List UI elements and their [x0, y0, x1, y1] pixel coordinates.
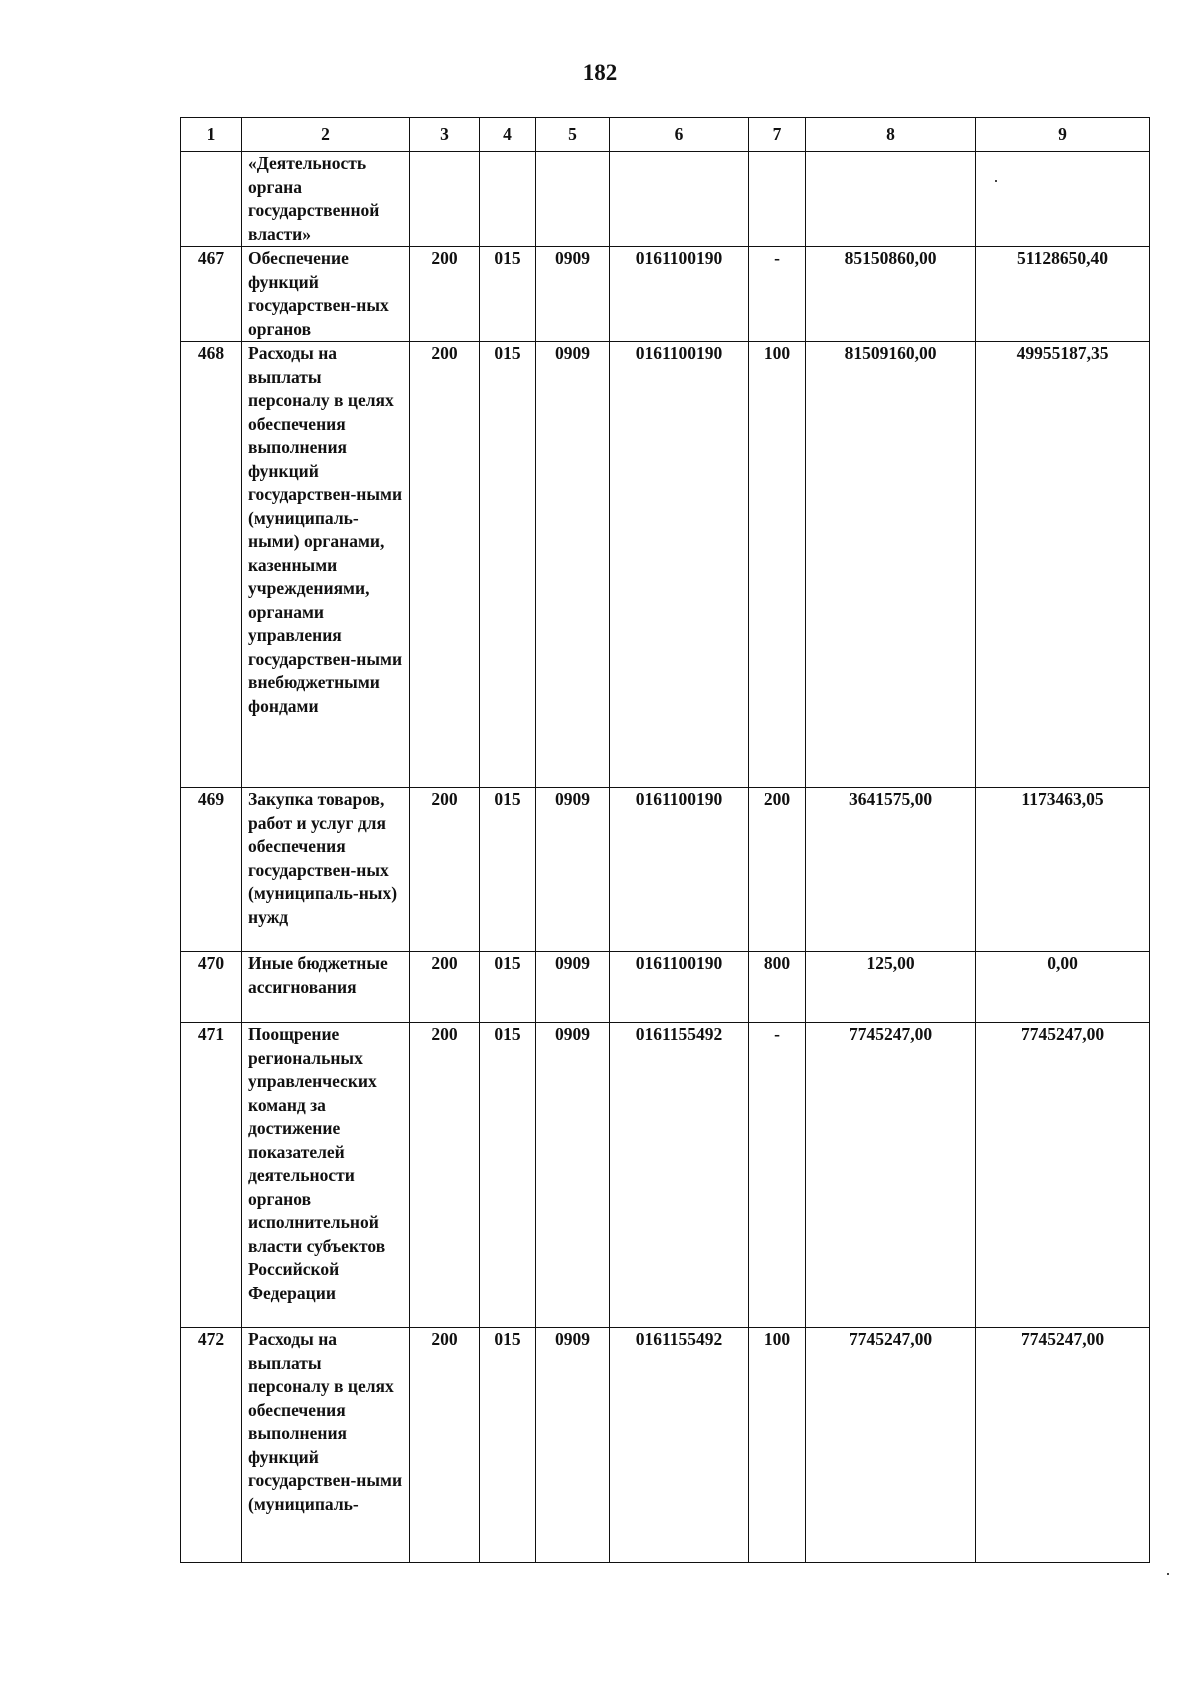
- cell-col7: 100: [749, 1328, 806, 1563]
- cell-col5: 0909: [536, 952, 610, 1023]
- cell-no: 471: [181, 1023, 242, 1328]
- cell-name: Иные бюджетные ассигнования: [242, 952, 410, 1023]
- cell-empty: [976, 152, 1150, 247]
- col-header-7: 7: [749, 118, 806, 152]
- cell-empty: [610, 152, 749, 247]
- cell-col4: 015: [480, 1328, 536, 1563]
- cell-no: 469: [181, 788, 242, 952]
- cell-col5: 0909: [536, 247, 610, 342]
- page-number: 182: [582, 60, 618, 85]
- cell-no: 470: [181, 952, 242, 1023]
- cell-col3: 200: [410, 1328, 480, 1563]
- table-row: [181, 788, 1150, 952]
- cell-col8: 125,00: [806, 952, 976, 1023]
- cell-col9: 0,00: [976, 952, 1150, 1023]
- col-header-2: 2: [242, 118, 410, 152]
- cell-col6: 0161100190: [610, 342, 749, 788]
- cell-col3: 200: [410, 247, 480, 342]
- cell-empty: [806, 152, 976, 247]
- cell-col5: 0909: [536, 1328, 610, 1563]
- cell-col9: 1173463,05: [976, 788, 1150, 952]
- cell-empty: [536, 152, 610, 247]
- cell-name: Обеспечение функций государствен-ных органов: [242, 247, 410, 342]
- cell-col3: 200: [410, 1023, 480, 1328]
- cell-col3: 200: [410, 342, 480, 788]
- cell-col4: 015: [480, 247, 536, 342]
- cell-empty: [480, 152, 536, 247]
- cell-col5: 0909: [536, 788, 610, 952]
- scan-speck: [995, 180, 997, 182]
- col-header-6: 6: [610, 118, 749, 152]
- col-header-4: 4: [480, 118, 536, 152]
- cell-col3: 200: [410, 788, 480, 952]
- cell-col7: 100: [749, 342, 806, 788]
- col-header-9: 9: [976, 118, 1150, 152]
- table-row: [181, 1328, 1150, 1563]
- budget-table: [180, 117, 1150, 1563]
- cell-col8: 7745247,00: [806, 1023, 976, 1328]
- cell-col5: 0909: [536, 342, 610, 788]
- cell-col8: 7745247,00: [806, 1328, 976, 1563]
- cell-empty: [410, 152, 480, 247]
- col-header-5: 5: [536, 118, 610, 152]
- cell-col9: 51128650,40: [976, 247, 1150, 342]
- cell-no: [181, 152, 242, 247]
- cell-col9: 7745247,00: [976, 1023, 1150, 1328]
- cell-col8: 85150860,00: [806, 247, 976, 342]
- cell-col7: 200: [749, 788, 806, 952]
- header-row: [181, 118, 1150, 152]
- cell-col6: 0161100190: [610, 788, 749, 952]
- scan-speck: [1167, 1573, 1169, 1575]
- cell-col4: 015: [480, 952, 536, 1023]
- cell-col9: 49955187,35: [976, 342, 1150, 788]
- col-header-3: 3: [410, 118, 480, 152]
- cell-name: Закупка товаров, работ и услуг для обеспечения государствен-ных (муниципаль-ных) нужд: [242, 788, 410, 952]
- table-row: [181, 342, 1150, 788]
- cell-name: Расходы на выплаты персоналу в целях обеспечения выполнения функций государствен-ными (муниципаль-ными) органами, казенными учреждениями, органами управления государствен-ными внебюджетными фондами: [242, 342, 410, 788]
- cell-col4: 015: [480, 788, 536, 952]
- cell-col6: 0161100190: [610, 247, 749, 342]
- col-header-1: 1: [181, 118, 242, 152]
- cell-name: Расходы на выплаты персоналу в целях обеспечения выполнения функций государствен-ными (муниципаль-: [242, 1328, 410, 1563]
- cell-col4: 015: [480, 342, 536, 788]
- cell-col7: -: [749, 247, 806, 342]
- cell-col8: 81509160,00: [806, 342, 976, 788]
- cell-no: 467: [181, 247, 242, 342]
- cell-col6: 0161155492: [610, 1023, 749, 1328]
- cell-name: Поощрение региональных управленческих команд за достижение показателей деятельности органов исполнительной власти субъектов Российской Федерации: [242, 1023, 410, 1328]
- cell-col7: -: [749, 1023, 806, 1328]
- cell-col7: 800: [749, 952, 806, 1023]
- cell-col6: 0161155492: [610, 1328, 749, 1563]
- cell-name: «Деятельность органа государственной власти»: [242, 152, 410, 247]
- table-row: [181, 952, 1150, 1023]
- cell-col5: 0909: [536, 1023, 610, 1328]
- cell-no: 472: [181, 1328, 242, 1563]
- cell-col6: 0161100190: [610, 952, 749, 1023]
- cell-empty: [749, 152, 806, 247]
- cell-col8: 3641575,00: [806, 788, 976, 952]
- table-row: [181, 1023, 1150, 1328]
- table-row: [181, 247, 1150, 342]
- cell-col9: 7745247,00: [976, 1328, 1150, 1563]
- cell-no: 468: [181, 342, 242, 788]
- table-row-continuation: [181, 152, 1150, 247]
- cell-col3: 200: [410, 952, 480, 1023]
- col-header-8: 8: [806, 118, 976, 152]
- cell-col4: 015: [480, 1023, 536, 1328]
